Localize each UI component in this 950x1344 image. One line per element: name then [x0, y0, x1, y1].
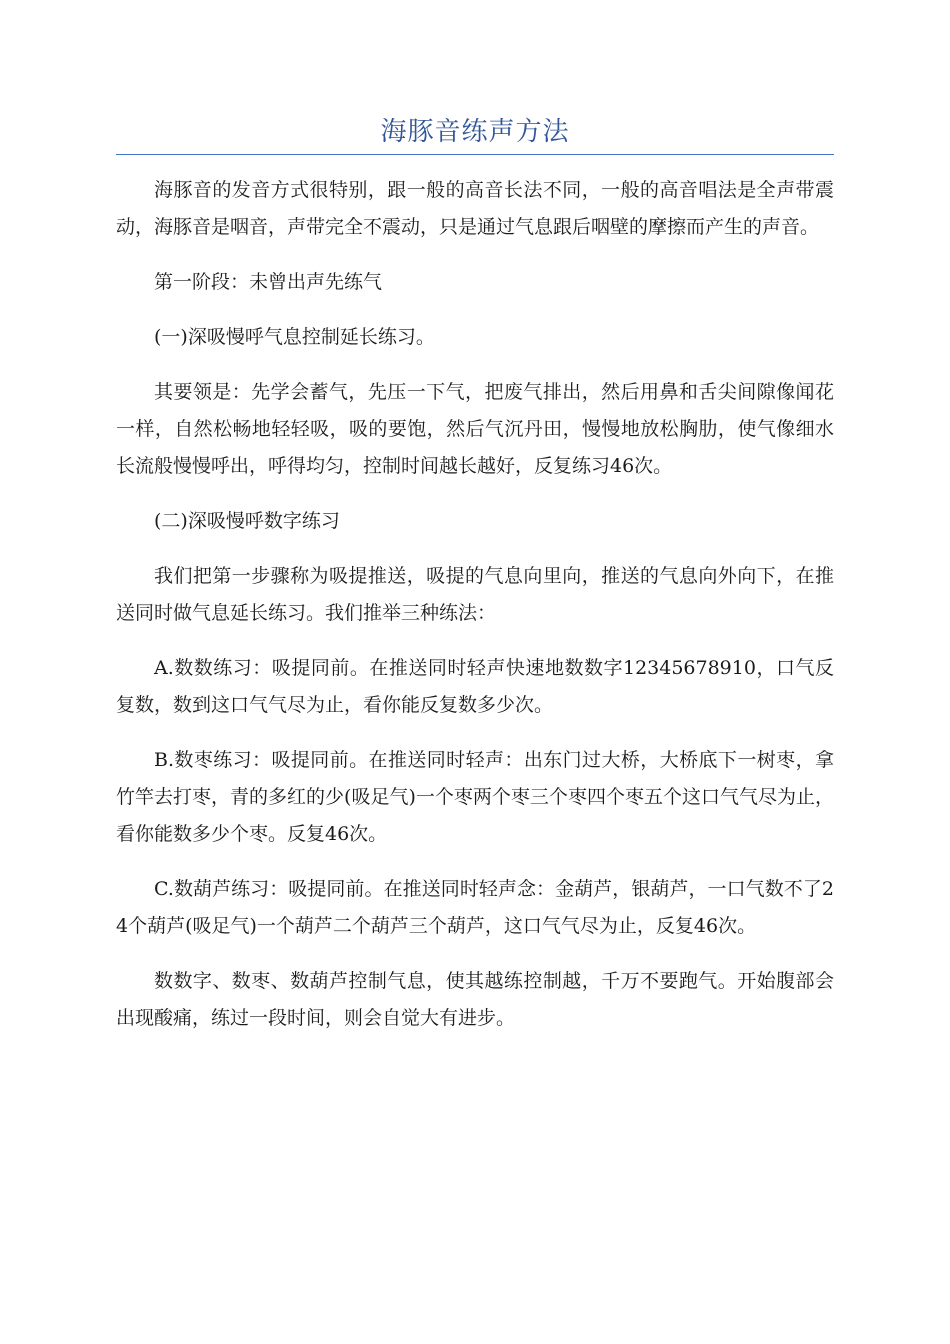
paragraph-section-two-heading: (二)深吸慢呼数字练习	[154, 510, 340, 532]
paragraph-summary: 数数字、数枣、数葫芦控制气息，使其越练控制越，千万不要跑气。开始腹部会出现酸痛，练过一段时间，则会自觉大有进步。	[116, 970, 834, 1029]
paragraph-intro: 海豚音的发音方式很特别，跟一般的高音长法不同，一般的高音唱法是全声带震动，海豚音是咽音，声带完全不震动，只是通过气息跟后咽壁的摩擦而产生的声音。	[116, 179, 834, 238]
paragraph-stage-one-heading: 第一阶段：未曾出声先练气	[154, 271, 383, 293]
paragraph-exercise-b: B.数枣练习：吸提同前。在推送同时轻声：出东门过大桥，大桥底下一树枣，拿竹竿去打枣，青的多红的少(吸足气)一个枣两个枣三个枣四个枣五个这口气气尽为止，看你能数多少个枣。反复46次。	[116, 749, 834, 845]
paragraph-section-one-body: 其要领是：先学会蓄气，先压一下气，把废气排出，然后用鼻和舌尖间隙像闻花一样，自然松畅地轻轻吸，吸的要饱，然后气沉丹田，慢慢地放松胸肋，使气像细水长流般慢慢呼出，呼得均匀，控制时间越长越好，反复练习46次。	[116, 381, 834, 477]
document-title: 海豚音练声方法	[380, 117, 570, 147]
title-underline-divider	[116, 154, 834, 155]
document-body	[116, 172, 834, 1055]
paragraph-exercise-c: C.数葫芦练习：吸提同前。在推送同时轻声念：金葫芦，银葫芦，一口气数不了24个葫芦(吸足气)一个葫芦二个葫芦三个葫芦，这口气气尽为止，反复46次。	[116, 878, 834, 937]
paragraph-section-one-heading: (一)深吸慢呼气息控制延长练习。	[154, 326, 435, 348]
paragraph-exercise-a: A.数数练习：吸提同前。在推送同时轻声快速地数数字12345678910，口气反复数，数到这口气气尽为止，看你能反复数多少次。	[116, 657, 834, 716]
paragraph-section-two-body: 我们把第一步骤称为吸提推送，吸提的气息向里向，推送的气息向外向下，在推送同时做气息延长练习。我们推举三种练法：	[116, 565, 834, 624]
